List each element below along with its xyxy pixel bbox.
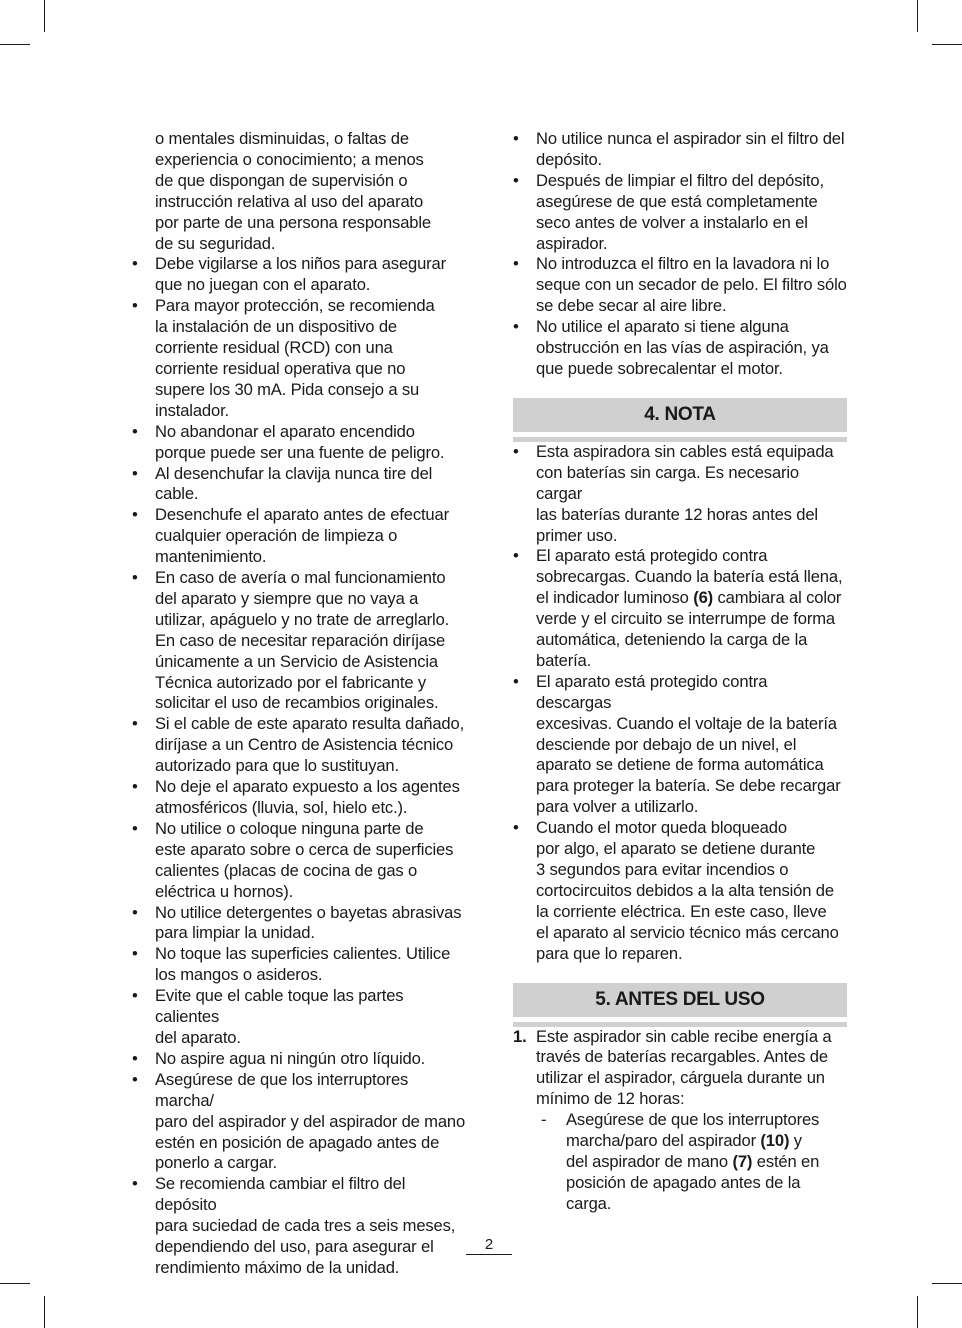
text-line: No toque las superficies calientes. Utilice <box>155 944 451 964</box>
text-line: Se recomienda cambiar el filtro del depósito <box>155 1174 406 1215</box>
part-reference: (6) <box>693 588 714 608</box>
text-line: batería. <box>536 650 592 670</box>
list-item <box>132 714 470 777</box>
text-line: utilizar el aspirador, cárguela durante un <box>536 1068 825 1088</box>
bullet-icon: • <box>513 170 519 190</box>
text-line: del aparato. <box>155 1027 241 1047</box>
intro-paragraph <box>132 129 470 254</box>
text-line: cortocircuitos debidos a la alta tensión de <box>536 880 834 900</box>
list-item <box>132 777 470 819</box>
text-line: Cuando el motor queda bloqueado <box>536 818 787 838</box>
text-line: autorizado para que lo sustituyan. <box>155 756 399 776</box>
text-line: Técnica autorizado por el fabricante y <box>155 672 427 692</box>
text-line: No abandonar el aparato encendido <box>155 421 415 441</box>
text-line <box>566 1152 847 1173</box>
crop-mark <box>917 0 918 32</box>
list-item <box>513 546 847 671</box>
page-number: 2 <box>484 1236 494 1253</box>
bullet-icon: • <box>132 714 138 734</box>
text-line: instalador. <box>155 400 229 420</box>
text-line <box>536 588 847 609</box>
text-line: No utilice nunca el aspirador sin el filtro del <box>536 129 845 148</box>
text-line: la instalación de un dispositivo de <box>155 317 397 337</box>
text-span: y <box>789 1131 802 1151</box>
step-item <box>513 1027 847 1215</box>
crop-mark <box>932 1283 962 1284</box>
text-line: Después de limpiar el filtro del depósito, <box>536 170 824 190</box>
bullet-icon: • <box>513 441 519 461</box>
list-item <box>513 317 847 380</box>
list-item <box>513 254 847 317</box>
list-item <box>132 505 470 568</box>
text-line: dependiendo del uso, para asegurar el <box>155 1237 434 1257</box>
text-span: el indicador luminoso <box>536 588 694 608</box>
text-line: En caso de avería o mal funcionamiento <box>155 568 446 588</box>
text-line: mantenimiento. <box>155 547 267 567</box>
text-line: diríjase a un Centro de Asistencia técnico <box>155 735 454 755</box>
text-line: con baterías sin carga. Es necesario cargar <box>536 462 800 503</box>
part-reference: (10) <box>760 1131 790 1151</box>
dash-icon: - <box>541 1110 547 1130</box>
crop-mark <box>932 44 962 45</box>
crop-mark <box>44 0 45 32</box>
list-item <box>513 442 847 547</box>
text-line: carga. <box>566 1193 612 1213</box>
text-line: del aparato y siempre que no vaya a <box>155 588 419 608</box>
text-line: experiencia o conocimiento; a menos <box>155 149 424 169</box>
step-number: 1. <box>513 1026 527 1046</box>
text-line: Para mayor protección, se recomienda <box>155 296 435 316</box>
text-line: calientes (placas de cocina de gas o <box>155 860 418 880</box>
text-line: solicitar el uso de recambios originales. <box>155 693 439 713</box>
text-line: los mangos o asideros. <box>155 965 323 985</box>
text-line: las baterías durante 12 horas antes del <box>536 504 818 524</box>
bullet-icon: • <box>132 1069 138 1089</box>
bullet-icon: • <box>513 254 519 274</box>
bullet-icon: • <box>132 254 138 274</box>
text-line: aparato se detiene de forma automática <box>536 755 824 775</box>
text-line: que puede sobrecalentar el motor. <box>536 358 783 378</box>
text-line: cable. <box>155 484 199 504</box>
bullet-icon: • <box>513 546 519 566</box>
bullet-icon: • <box>132 463 138 483</box>
text-line: No utilice el aparato si tiene alguna <box>536 317 789 337</box>
list-item <box>132 1174 470 1279</box>
list-item <box>132 296 470 421</box>
text-line: No utilice o coloque ninguna parte de <box>155 818 424 838</box>
bullet-icon: • <box>132 944 138 964</box>
text-line: para limpiar la unidad. <box>155 923 315 943</box>
list-item <box>132 903 470 945</box>
text-line: para volver a utilizarlo. <box>536 797 699 817</box>
text-line: corriente residual operativa que no <box>155 358 406 378</box>
text-line: posición de apagado antes de la <box>566 1172 801 1192</box>
sub-list <box>536 1110 847 1215</box>
bullet-icon: • <box>132 777 138 797</box>
text-line: Si el cable de este aparato resulta dañado, <box>155 714 465 734</box>
crop-mark <box>0 44 30 45</box>
text-line: asegúrese de que está completamente <box>536 191 818 211</box>
text-line: El aparato está protegido contra descargas <box>536 671 768 712</box>
text-line: Asegúrese de que los interruptores <box>566 1110 820 1130</box>
text-line: mínimo de 12 horas: <box>536 1089 685 1109</box>
list-item <box>132 986 470 1049</box>
text-line: atmosféricos (lluvia, sol, hielo etc.). <box>155 798 408 817</box>
text-line: por algo, el aparato se detiene durante <box>536 839 816 859</box>
text-line: No aspire agua ni ningún otro líquido. <box>155 1048 426 1068</box>
filter-list <box>513 129 847 380</box>
text-line: cualquier operación de limpieza o <box>155 526 398 546</box>
bullet-icon: • <box>132 505 138 525</box>
bullet-icon: • <box>513 129 519 148</box>
crop-mark <box>44 1296 45 1328</box>
steps-list <box>513 1027 847 1215</box>
text-span: estén en <box>752 1151 820 1171</box>
list-item <box>513 672 847 818</box>
text-span: del aspirador de mano <box>566 1151 733 1171</box>
list-item <box>513 129 847 171</box>
bullet-icon: • <box>513 317 519 337</box>
bullet-icon: • <box>513 671 519 691</box>
text-line: para suciedad de cada tres a seis meses, <box>155 1216 456 1236</box>
text-line: por parte de una persona responsable <box>155 212 431 232</box>
text-line: porque puede ser una fuente de peligro. <box>155 442 445 462</box>
text-line: el aparato al servicio técnico más cercano <box>536 922 839 942</box>
bullet-icon: • <box>513 818 519 838</box>
text-line: para que lo reparen. <box>536 943 683 963</box>
text-line: desciende por debajo de un nivel, el <box>536 734 797 754</box>
list-item <box>132 1049 470 1070</box>
text-line: 3 segundos para evitar incendios o <box>536 860 789 879</box>
right-column <box>513 129 847 1215</box>
text-line: excesivas. Cuando el voltaje de la batería <box>536 713 837 733</box>
list-item <box>132 464 470 506</box>
text-span: cambiara al color <box>713 588 842 608</box>
text-line: de que dispongan de supervisión o <box>155 170 408 190</box>
bullet-icon: • <box>132 568 138 588</box>
bullet-icon: • <box>132 421 138 441</box>
bullet-icon: • <box>132 1174 138 1194</box>
list-item <box>132 944 470 986</box>
text-line: eléctrica u hornos). <box>155 881 294 901</box>
text-line: instrucción relativa al uso del aparato <box>155 191 424 211</box>
text-line: que no juegan con el aparato. <box>155 275 371 295</box>
bullet-icon: • <box>132 296 138 316</box>
text-line <box>566 1131 847 1152</box>
text-line: El aparato está protegido contra <box>536 546 768 566</box>
safety-list <box>132 254 470 1278</box>
text-line: En caso de necesitar reparación diríjase <box>155 630 446 650</box>
text-line: Debe vigilarse a los niños para asegurar <box>155 254 447 274</box>
text-line: obstrucción en las vías de aspiración, ya <box>536 338 829 358</box>
text-line: verde y el circuito se interrumpe de forma <box>536 609 835 629</box>
nota-list <box>513 442 847 965</box>
page-number-rule <box>466 1254 512 1255</box>
text-line: supere los 30 mA. Pida consejo a su <box>155 379 420 399</box>
text-line: primer uso. <box>536 525 618 545</box>
text-line: seco antes de volver a instalarlo en el <box>536 212 808 232</box>
list-item <box>132 422 470 464</box>
text-line: ponerlo a cargar. <box>155 1153 277 1173</box>
list-item <box>132 568 470 714</box>
text-line: estén en posición de apagado antes de <box>155 1132 440 1152</box>
bullet-icon: • <box>132 986 138 1006</box>
crop-mark <box>917 1296 918 1328</box>
text-line: Asegúrese de que los interruptores marcha/ <box>155 1069 409 1110</box>
text-line: o mentales disminuidas, o faltas de <box>155 129 409 148</box>
text-line: rendimiento máximo de la unidad. <box>155 1257 400 1277</box>
text-line: seque con un secador de pelo. El filtro sólo <box>536 275 847 295</box>
section-header-nota <box>513 398 847 442</box>
left-column <box>132 129 470 1279</box>
text-line: la corriente eléctrica. En este caso, lleve <box>536 901 827 921</box>
text-line: sobrecargas. Cuando la batería está llena, <box>536 567 843 587</box>
text-line: corriente residual (RCD) con una <box>155 338 393 358</box>
bullet-icon: • <box>132 902 138 922</box>
text-line: para proteger la batería. Se debe recargar <box>536 776 841 796</box>
text-span: marcha/paro del aspirador <box>566 1131 761 1151</box>
bullet-icon: • <box>132 818 138 838</box>
section-title: 5. ANTES DEL USO <box>513 983 847 1017</box>
text-line: No introduzca el filtro en la lavadora ni lo <box>536 254 830 274</box>
text-line: Desenchufe el aparato antes de efectuar <box>155 505 449 525</box>
text-line: Este aspirador sin cable recibe energía a <box>536 1026 832 1046</box>
list-item <box>132 819 470 903</box>
section-header-antes-del-uso <box>513 983 847 1027</box>
text-line: Al desenchufar la clavija nunca tire del <box>155 463 433 483</box>
crop-mark <box>0 1283 30 1284</box>
text-line: Esta aspiradora sin cables está equipada <box>536 441 834 461</box>
sub-item <box>536 1110 847 1215</box>
list-item <box>513 818 847 964</box>
section-title: 4. NOTA <box>513 398 847 432</box>
text-line: este aparato sobre o cerca de superficies <box>155 839 454 859</box>
list-item <box>132 1070 470 1175</box>
text-line: No deje el aparato expuesto a los agentes <box>155 777 460 797</box>
text-line: se debe secar al aire libre. <box>536 296 727 316</box>
text-line: depósito. <box>536 149 602 169</box>
text-line: Evite que el cable toque las partes calientes <box>155 986 404 1027</box>
list-item <box>513 171 847 255</box>
text-line: paro del aspirador y del aspirador de mano <box>155 1111 466 1131</box>
bullet-icon: • <box>132 1048 138 1068</box>
text-line: aspirador. <box>536 233 608 253</box>
text-line: No utilice detergentes o bayetas abrasivas <box>155 902 462 922</box>
text-line: utilizar, apáguelo y no trate de arreglarlo. <box>155 609 450 629</box>
list-item <box>132 254 470 296</box>
text-line: automática, deteniendo la carga de la <box>536 630 808 650</box>
text-line: través de baterías recargables. Antes de <box>536 1047 828 1067</box>
text-line: de su seguridad. <box>155 233 276 253</box>
text-line: únicamente a un Servicio de Asistencia <box>155 651 439 671</box>
part-reference: (7) <box>732 1151 753 1171</box>
